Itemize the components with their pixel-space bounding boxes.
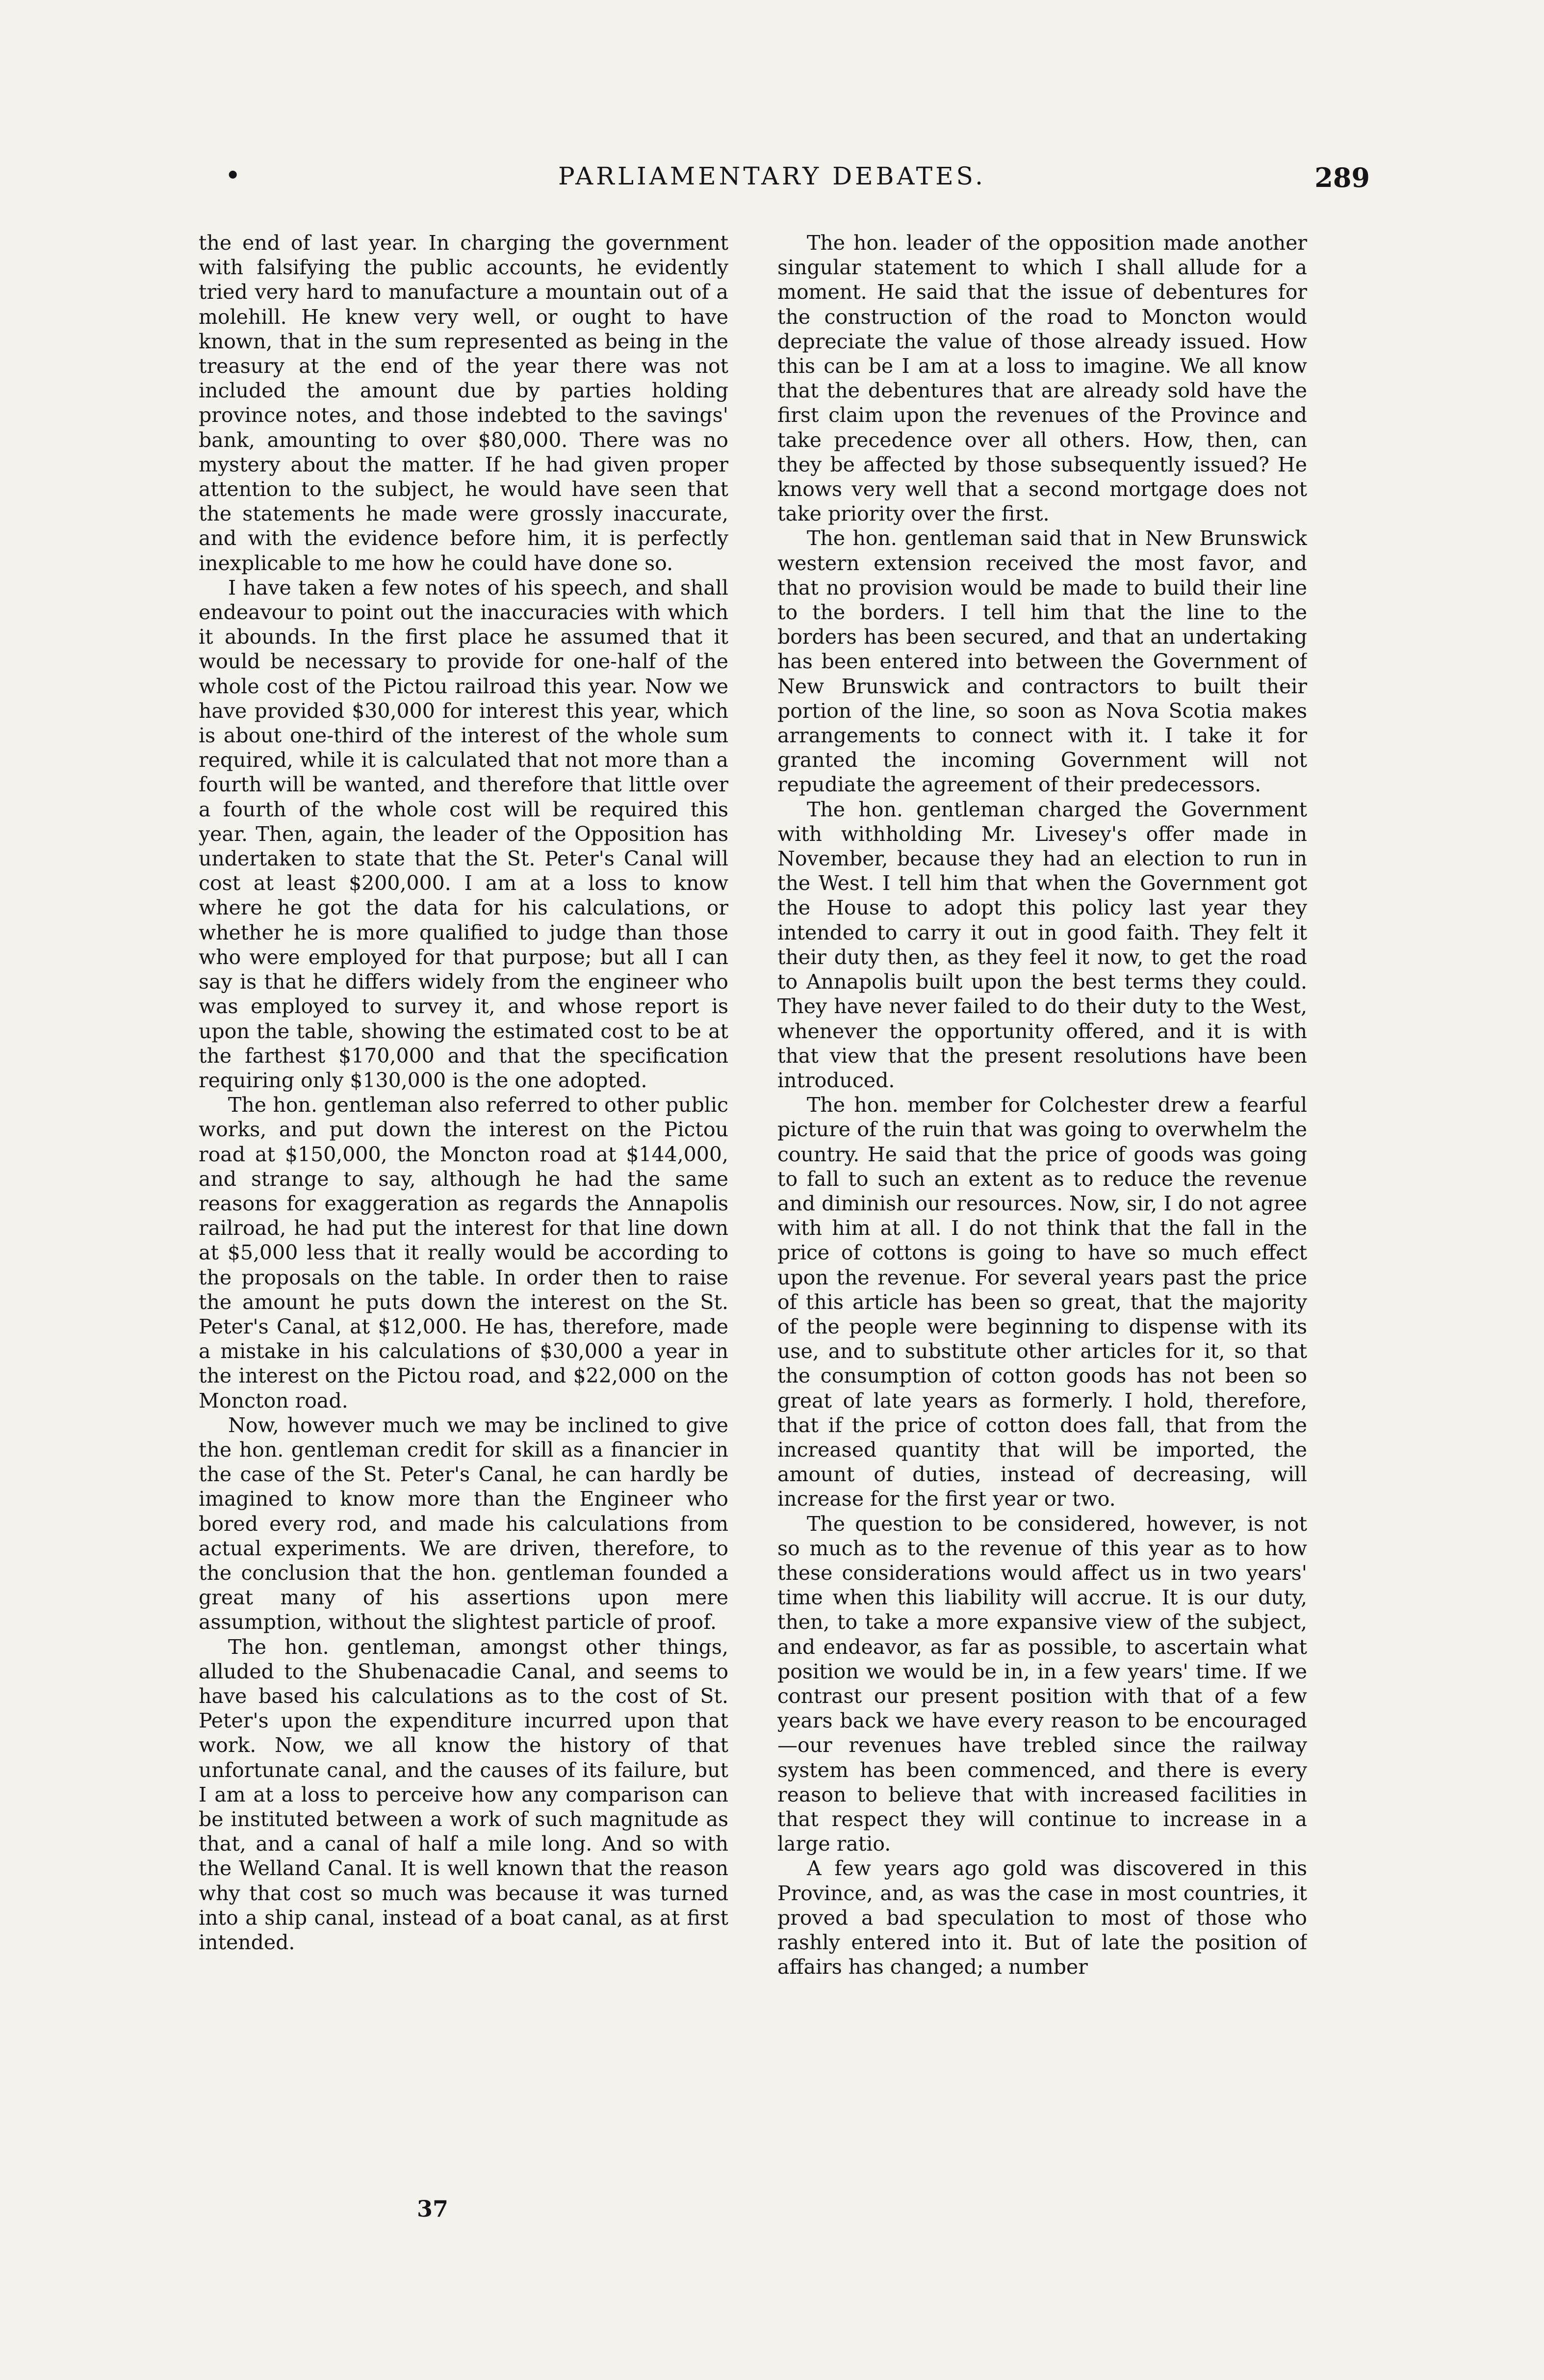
paragraph: The hon. gentleman also referred to other public works, and put down the interest on the Pictou road at $150,000, the Moncton road at $144,000, and strange to say, although he had the same reasons for exaggeration as regards the Annapolis railroad, he had put the interest for that line down at $5,000 less that it really would be according to the proposals on the table. In order then to raise the amount he puts down the interest on the St. Peter's Canal, at $12,000. He has, therefore, made a mistake in his calculations of $30,000 a year in the interest on the Pictou road, and $22,000 on the Moncton road. [199, 1093, 728, 1412]
page-number: 289 [1314, 162, 1370, 193]
paragraph: The hon. gentleman, amongst other things, alluded to the Shubenacadie Canal, and seems to have based his calculations as to the cost of St. Peter's upon the expenditure incurred upon that work. Now, we all know the history of that unfortunate canal, and the causes of its failure, but I am at a loss to perceive how any comparison can be instituted between a work of such magnitude as that, and a canal of half a mile long. And so with the Welland Canal. It is well known that the reason why that cost so much was because it was turned into a ship canal, instead of a boat canal, as at first intended. [199, 1635, 728, 1955]
paragraph: The hon. gentleman charged the Government with withholding Mr. Livesey's offer made in November, because they had an election to run in the West. I tell him that when the Government got the House to adopt this policy last year they intended to carry it out in good faith. They felt it their duty then, as they feel it now, to get the road to Annapolis built upon the best terms they could. They have never failed to do their duty to the West, whenever the opportunity offered, and it is with that view that the present resolutions have been introduced. [777, 797, 1307, 1092]
paragraph: A few years ago gold was discovered in this Province, and, as was the case in most countries, it proved a bad speculation to most of those who rashly entered into it. But of late the position of affairs has changed; a number [777, 1857, 1307, 1979]
paragraph: The question to be considered, however, is not so much as to the revenue of this year as to how these considerations would affect us in two years' time when this liability will accrue. It is our duty, then, to take a more expansive view of the subject, and endeavor, as far as possible, to ascertain what position we would be in, in a few years' time. If we contrast our present position with that of a few years back we have every reason to be encouraged—our revenues have trebled since the railway system has been commenced, and there is every reason to believe that with increased facilities in that respect they will continue to increase in a large ratio. [777, 1512, 1307, 1856]
right-column [777, 231, 1307, 2178]
signature-mark: 37 [417, 2196, 449, 2222]
left-column [199, 231, 728, 2178]
header-marker: • [226, 162, 240, 188]
paragraph: I have taken a few notes of his speech, and shall endeavour to point out the inaccuracies with which it abounds. In the first place he assumed that it would be necessary to provide for one-half of the whole cost of the Pictou railroad this year. Now we have provided $30,000 for interest this year, which is about one-third of the interest of the whole sum required, while it is calculated that not more than a fourth will be wanted, and therefore that little over a fourth of the whole cost will be required this year. Then, again, the leader of the Opposition has undertaken to state that the St. Peter's Canal will cost at least $200,000. I am at a loss to know where he got the data for his calculations, or whether he is more qualified to judge than those who were employed for that purpose; but all I can say is that he differs widely from the engineer who was employed to survey it, and whose report is upon the table, showing the estimated cost to be at the farthest $170,000 and that the specification requiring only $130,000 is the one adopted. [199, 575, 728, 1092]
paragraph: The hon. leader of the opposition made another singular statement to which I shall allude for a moment. He said that the issue of debentures for the construction of the road to Moncton would depreciate the value of those already issued. How this can be I am at a loss to imagine. We all know that the debentures that are already sold have the first claim upon the revenues of the Province and take precedence over all others. How, then, can they be affected by those subsequently issued? He knows very well that a second mortgage does not take priority over the first. [777, 231, 1307, 526]
paragraph: the end of last year. In charging the government with falsifying the public accounts, he evidently tried very hard to manufacture a mountain out of a molehill. He knew very well, or ought to have known, that in the sum represented as being in the treasury at the end of the year there was not included the amount due by parties holding province notes, and those indebted to the savings' bank, amounting to over $80,000. There was no mystery about the matter. If he had given proper attention to the subject, he would have seen that the statements he made were grossly inaccurate, and with the evidence before him, it is perfectly inexplicable to me how he could have done so. [199, 231, 728, 575]
paragraph: Now, however much we may be inclined to give the hon. gentleman credit for skill as a financier in the case of the St. Peter's Canal, he can hardly be imagined to know more than the Engineer who bored every rod, and made his calculations from actual experiments. We are driven, therefore, to the conclusion that the hon. gentleman founded a great many of his assertions upon mere assumption, without the slightest particle of proof. [199, 1413, 728, 1634]
running-title: PARLIAMENTARY DEBATES. [558, 162, 986, 190]
page-header [0, 162, 1544, 196]
paragraph: The hon. gentleman said that in New Brunswick western extension received the most favor, and that no provision would be made to build their line to the borders. I tell him that the line to the borders has been secured, and that an undertaking has been entered into between the Government of New Brunswick and contractors to built their portion of the line, so soon as Nova Scotia makes arrangements to connect with it. I take it for granted the incoming Government will not repudiate the agreement of their predecessors. [777, 526, 1307, 797]
paragraph: The hon. member for Colchester drew a fearful picture of the ruin that was going to overwhelm the country. He said that the price of goods was going to fall to such an extent as to reduce the revenue and diminish our resources. Now, sir, I do not agree with him at all. I do not think that the fall in the price of cottons is going to have so much effect upon the revenue. For several years past the price of this article has been so great, that the majority of the people were beginning to dispense with its use, and to substitute other articles for it, so that the consumption of cotton goods has not been so great of late years as formerly. I hold, therefore, that if the price of cotton does fall, that from the increased quantity that will be imported, the amount of duties, instead of decreasing, will increase for the first year or two. [777, 1093, 1307, 1511]
